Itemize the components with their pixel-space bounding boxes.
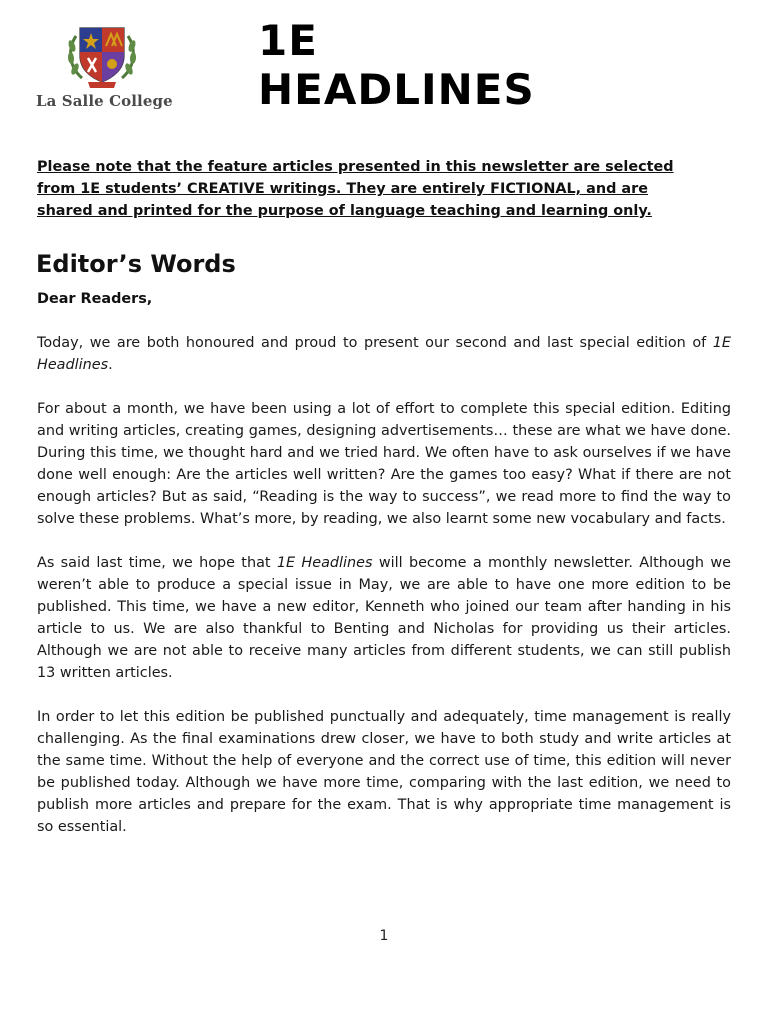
paragraph	[37, 332, 731, 376]
paragraph-text: As said last time, we hope that	[37, 555, 277, 571]
paragraph-text: will become a monthly newsletter. Although we weren’t able to produce a special issue in May, we are able to have one more edition to be published. This time, we have a new editor, Kenneth who joined our team after handing in his article to us. We are also thankful to Benting and Nicholas for providing us their articles. Although we are not able to receive many articles from different students, we can still publish 13 written articles.	[37, 555, 731, 681]
salutation: Dear Readers,	[37, 291, 153, 307]
page-number: 1	[379, 928, 389, 944]
paragraph-text: Today, we are both honoured and proud to present our second and last special edition of	[37, 335, 713, 351]
disclaimer-line: Please note that the feature articles presented in this newsletter are selected	[37, 159, 674, 175]
paragraph	[37, 552, 731, 684]
newsletter-name: 1E Headlines	[37, 335, 731, 373]
newsletter-title-line1: 1E	[258, 16, 318, 65]
college-logo	[36, 22, 173, 118]
section-heading: Editor’s Words	[36, 250, 236, 278]
newsletter-title	[258, 16, 535, 114]
newsletter-title-line2: HEADLINES	[258, 65, 535, 114]
paragraph-text: .	[108, 357, 113, 373]
college-name: La Salle College	[36, 92, 173, 110]
paragraph: In order to let this edition be published punctually and adequately, time management is really challenging. As the final examinations drew closer, we have to both study and write articles at the same time. Without the help of everyone and the correct use of time, this edition will never be published today. Although we have more time, comparing with the last edition, we need to publish more articles and prepare for the exam. That is why appropriate time management is so essential.	[37, 709, 731, 835]
disclaimer-notice	[37, 156, 737, 222]
college-crest-icon	[66, 22, 138, 90]
paragraph: For about a month, we have been using a lot of effort to complete this special edition. Editing and writing articles, creating games, designing advertisements… these are what we have done. During this time, we thought hard and we tried hard. We often have to ask ourselves if we have done well enough: Are the articles well written? Are the games too easy? What if there are not enough articles? But as said, “Reading is the way to success”, we read more to find the way to solve these problems. What’s more, by reading, we also learnt some new vocabulary and facts.	[37, 401, 731, 527]
disclaimer-line: shared and printed for the purpose of language teaching and learning only.	[37, 203, 652, 219]
editors-letter-body	[37, 332, 731, 860]
disclaimer-line: from 1E students’ CREATIVE writings. They are entirely FICTIONAL, and are	[37, 181, 648, 197]
newsletter-name: 1E Headlines	[276, 555, 373, 571]
